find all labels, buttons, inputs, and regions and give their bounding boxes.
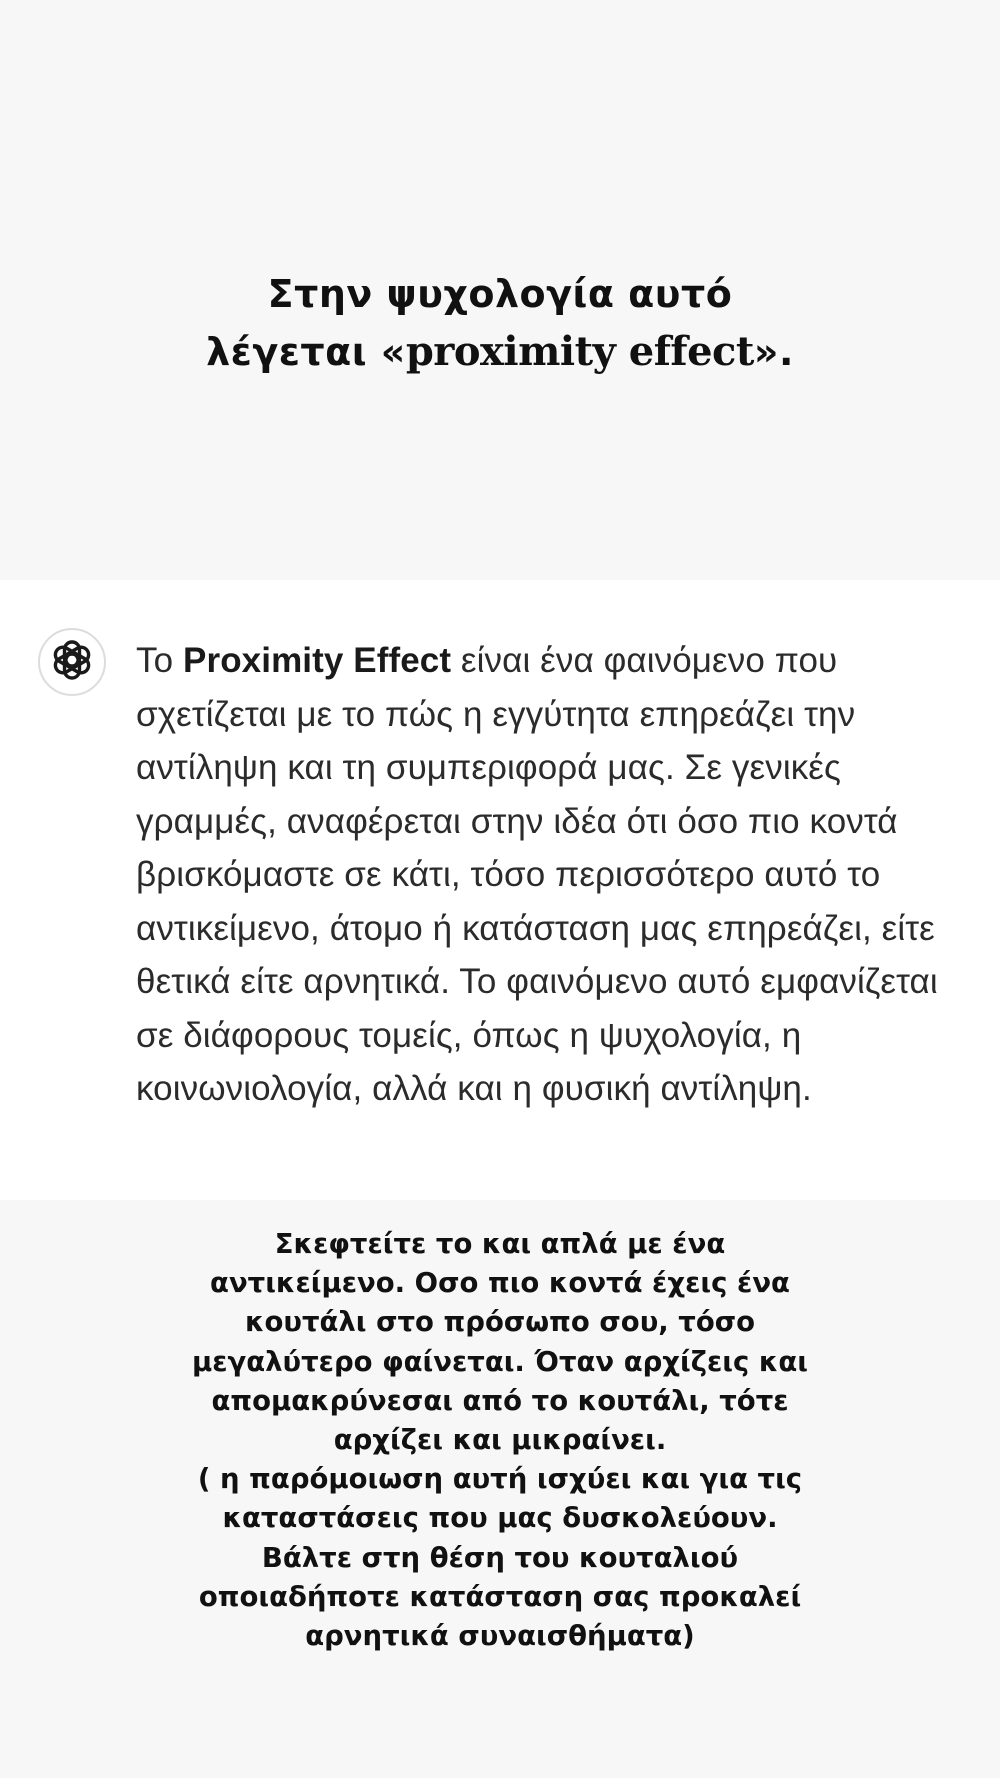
assistant-answer-text bbox=[136, 634, 976, 1116]
answer-lead: Το bbox=[136, 641, 184, 680]
headline-suffix: ». bbox=[753, 330, 794, 374]
caption-line: αρνητικά συναισθήματα) bbox=[305, 1620, 695, 1653]
answer-term: Proximity Effect bbox=[183, 641, 452, 680]
caption-line: απομακρύνεσαι από το κουτάλι, τότε bbox=[211, 1384, 789, 1417]
answer-body: είναι ένα φαινόμενο που σχετίζεται με το πώς η εγγύτητα επηρεάζει την αντίληψη και τη συμπεριφορά μας. Σε γενικές γραμμές, αναφέρεται στην ιδέα ότι όσο πιο κοντά βρισκόμαστε σε κάτι, τόσο περισσότερο αυτό το αντικείμενο, άτομο ή κατάσταση μας επηρεάζει, είτε θετικά είτε αρνητικά. Το φαινόμενο αυτό εμφανίζεται σε διάφορους τομείς, όπως η ψυχολογία, η κοινωνιολογία, αλλά και η φυσική αντίληψη. bbox=[136, 641, 938, 1108]
caption-line: Βάλτε στη θέση του κουταλιού bbox=[261, 1541, 739, 1574]
caption-line: αρχίζει και μικραίνει. bbox=[333, 1424, 667, 1457]
caption-line: καταστάσεις που μας δυσκολεύουν. bbox=[222, 1502, 778, 1535]
assistant-avatar bbox=[38, 628, 106, 696]
caption bbox=[0, 1225, 1000, 1656]
headline-prefix: λέγεται « bbox=[206, 330, 406, 374]
headline-line-1: Στην ψυχολογία αυτό bbox=[267, 272, 733, 316]
chat-answer-screenshot bbox=[0, 580, 1000, 1200]
chatgpt-logo-icon bbox=[50, 638, 94, 687]
caption-line: ( η παρόμοιωση αυτή ισχύει και για τις bbox=[197, 1463, 803, 1496]
caption-line: μεγαλύτερο φαίνεται. Όταν αρχίζεις και bbox=[191, 1345, 809, 1378]
headline-term: proximity effect bbox=[405, 328, 754, 375]
headline bbox=[0, 265, 1000, 381]
caption-line: κουτάλι στο πρόσωπο σου, τόσο bbox=[244, 1306, 756, 1339]
headline-line-2 bbox=[0, 323, 1000, 381]
caption-line: Σκεφτείτε το και απλά με ένα bbox=[274, 1228, 726, 1260]
caption-line: αντικείμενο. Οσο πιο κοντά έχεις ένα bbox=[210, 1267, 790, 1300]
caption-line: οποιαδήποτε κατάσταση σας προκαλεί bbox=[198, 1580, 802, 1613]
